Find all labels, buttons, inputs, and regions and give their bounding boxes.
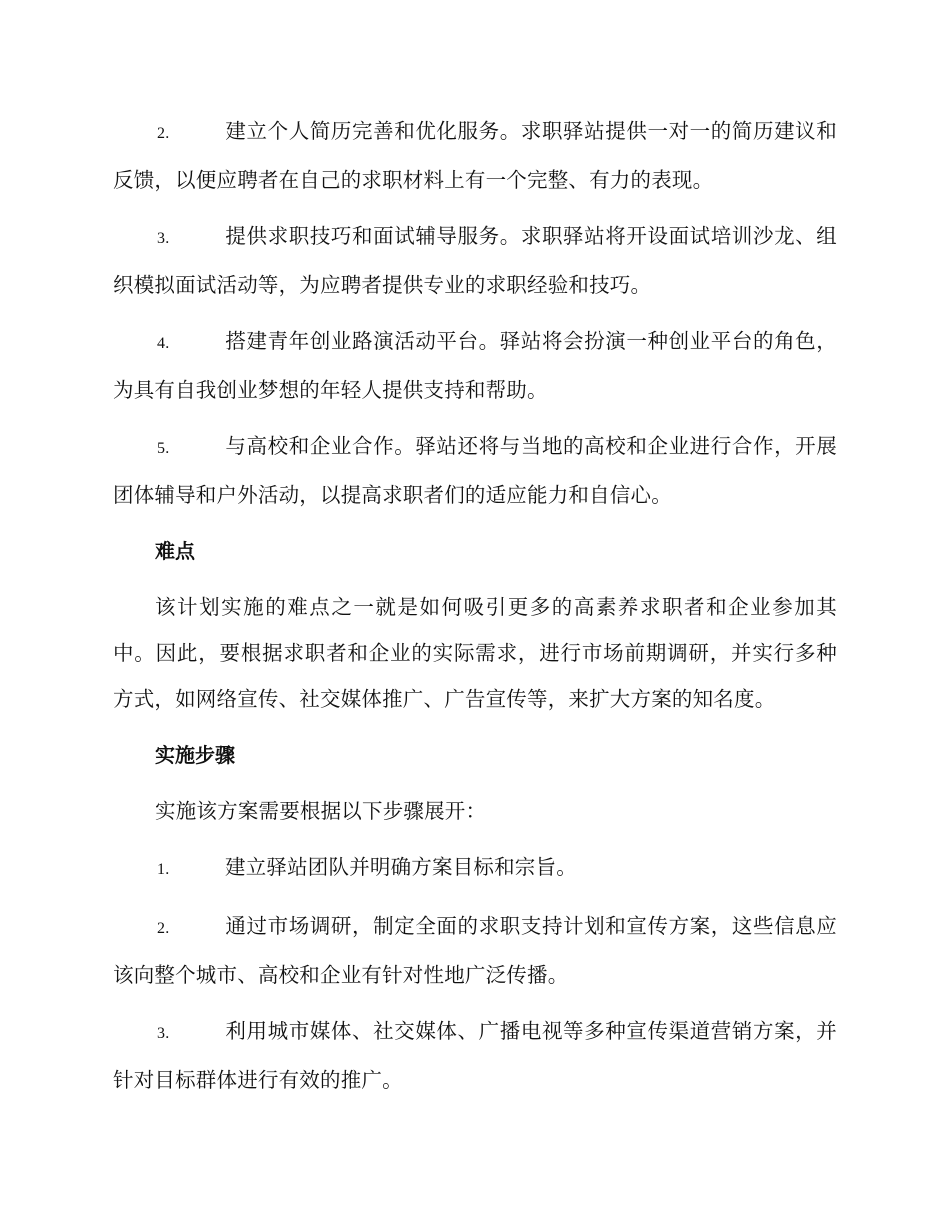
list-text: 与高校和企业合作。驿站还将与当地的高校和企业进行合作，开展团体辅导和户外活动，以提高求职者们的适应能力和自信心。 [113, 434, 837, 507]
list-text: 利用城市媒体、社交媒体、广播电视等多种宣传渠道营销方案，并针对目标群体进行有效的推广。 [113, 1019, 837, 1092]
list-item [113, 318, 837, 413]
list-number: 2. [157, 920, 170, 937]
difficulty-paragraph: 该计划实施的难点之一就是如何吸引更多的高素养求职者和企业参加其中。因此，要根据求职者和企业的实际需求，进行市场前期调研，并实行多种方式，如网络宣传、社交媒体推广、广告宣传等，来扩大方案的知名度。 [113, 595, 837, 711]
list-item [113, 844, 837, 893]
section-heading-difficulty: 难点 [155, 539, 195, 563]
list-number: 5. [157, 440, 170, 457]
list-number: 2. [157, 125, 170, 142]
list-number: 1. [157, 861, 170, 878]
list-item [113, 423, 837, 518]
list-item [113, 1008, 837, 1103]
list-item [113, 213, 837, 308]
document-body [113, 108, 837, 1113]
list-text: 建立驿站团队并明确方案目标和宗旨。 [225, 855, 577, 879]
list-text: 通过市场调研，制定全面的求职支持计划和宣传方案，这些信息应该向整个城市、高校和企业有针对性地广泛传播。 [113, 914, 837, 987]
list-number: 4. [157, 335, 170, 352]
list-item [113, 903, 837, 998]
list-text: 建立个人简历完善和优化服务。求职驿站提供一对一的简历建议和反馈，以便应聘者在自己的求职材料上有一个完整、有力的表现。 [113, 119, 837, 192]
list-item [113, 108, 837, 203]
steps-intro: 实施该方案需要根据以下步骤展开： [155, 799, 487, 823]
list-text: 提供求职技巧和面试辅导服务。求职驿站将开设面试培训沙龙、组织模拟面试活动等，为应聘者提供专业的求职经验和技巧。 [113, 224, 837, 297]
list-number: 3. [157, 1025, 170, 1042]
list-text: 搭建青年创业路演活动平台。驿站将会扮演一种创业平台的角色，为具有自我创业梦想的年轻人提供支持和帮助。 [113, 329, 837, 402]
list-number: 3. [157, 230, 170, 247]
section-heading-steps: 实施步骤 [155, 743, 235, 767]
